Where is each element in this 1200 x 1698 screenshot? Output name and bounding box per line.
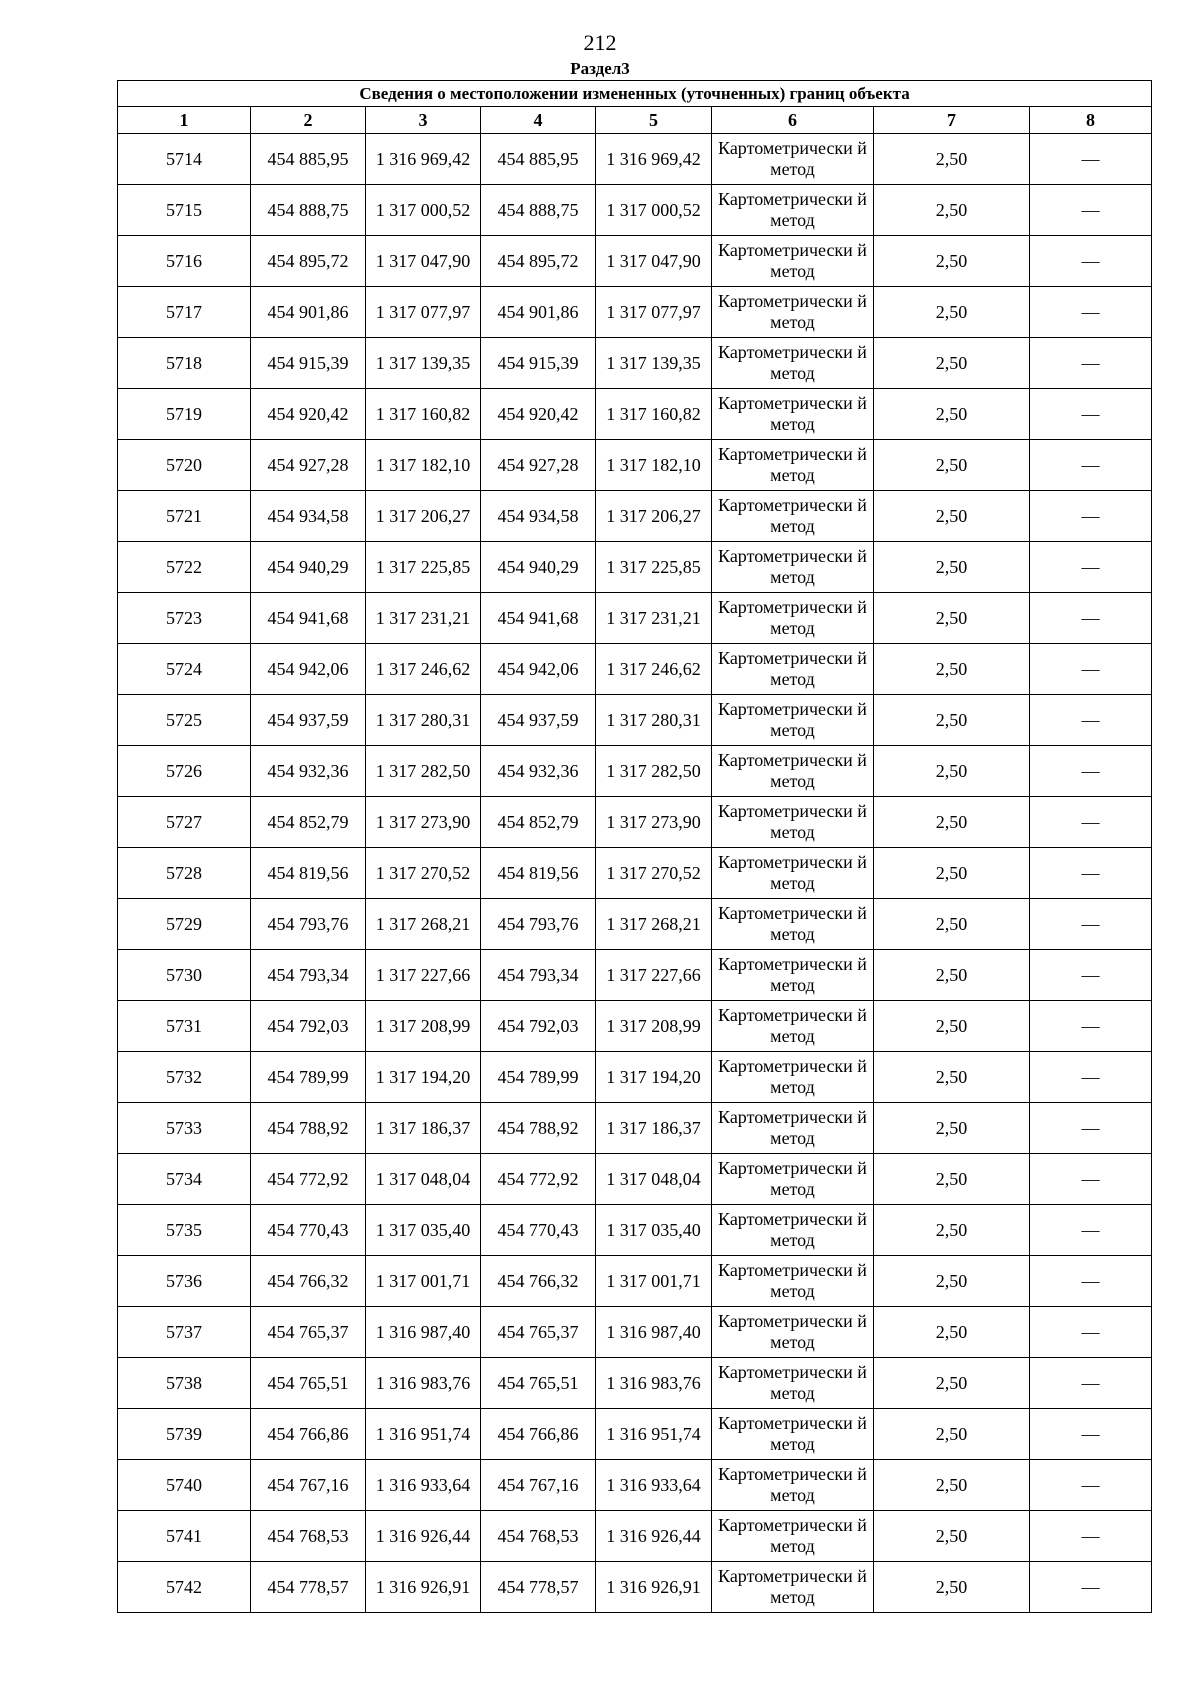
- table-cell: 454 819,56: [251, 848, 366, 899]
- table-cell: 454 852,79: [481, 797, 596, 848]
- table-cell: 454 901,86: [251, 287, 366, 338]
- table-cell: 1 317 231,21: [596, 593, 712, 644]
- table-cell: 2,50: [874, 1562, 1030, 1613]
- table-cell: 1 317 182,10: [596, 440, 712, 491]
- table-row: [118, 1562, 1152, 1613]
- table-cell: 1 316 926,91: [366, 1562, 481, 1613]
- table-cell: Картометрически й метод: [712, 1103, 874, 1154]
- table-cell: 5728: [118, 848, 251, 899]
- table-cell: 454 915,39: [481, 338, 596, 389]
- table-cell: 1 317 182,10: [366, 440, 481, 491]
- table-cell: 1 317 270,52: [596, 848, 712, 899]
- table-cell: 5737: [118, 1307, 251, 1358]
- table-cell: 5738: [118, 1358, 251, 1409]
- table-row: [118, 1358, 1152, 1409]
- column-number-3: 3: [366, 107, 481, 134]
- table-cell: 2,50: [874, 440, 1030, 491]
- table-cell: —: [1030, 1460, 1152, 1511]
- table-cell: 2,50: [874, 593, 1030, 644]
- table-cell: 454 793,34: [251, 950, 366, 1001]
- table-cell: Картометрически й метод: [712, 1052, 874, 1103]
- table-cell: 5727: [118, 797, 251, 848]
- table-cell: 1 317 194,20: [596, 1052, 712, 1103]
- table-cell: 454 765,51: [251, 1358, 366, 1409]
- table-row: [118, 1307, 1152, 1358]
- table-cell: —: [1030, 1052, 1152, 1103]
- table-cell: 1 317 282,50: [596, 746, 712, 797]
- table-cell: 5734: [118, 1154, 251, 1205]
- table-cell: 454 937,59: [481, 695, 596, 746]
- table-row: [118, 899, 1152, 950]
- table-cell: 1 317 048,04: [366, 1154, 481, 1205]
- table-cell: 2,50: [874, 899, 1030, 950]
- table-cell: 454 937,59: [251, 695, 366, 746]
- table-cell: 1 317 280,31: [596, 695, 712, 746]
- table-cell: —: [1030, 1205, 1152, 1256]
- table-cell: 1 317 227,66: [366, 950, 481, 1001]
- table-cell: 1 317 035,40: [366, 1205, 481, 1256]
- table-cell: —: [1030, 1511, 1152, 1562]
- table-cell: 1 316 933,64: [596, 1460, 712, 1511]
- table-cell: —: [1030, 848, 1152, 899]
- table-row: [118, 1256, 1152, 1307]
- table-cell: 1 317 208,99: [366, 1001, 481, 1052]
- table-row: [118, 491, 1152, 542]
- table-cell: 1 317 246,62: [366, 644, 481, 695]
- table-cell: 5714: [118, 134, 251, 185]
- table-cell: 454 895,72: [251, 236, 366, 287]
- table-cell: 454 772,92: [251, 1154, 366, 1205]
- table-cell: 5719: [118, 389, 251, 440]
- column-number-7: 7: [874, 107, 1030, 134]
- table-cell: 454 941,68: [251, 593, 366, 644]
- table-cell: 454 941,68: [481, 593, 596, 644]
- table-cell: 454 766,32: [251, 1256, 366, 1307]
- table-cell: 2,50: [874, 1103, 1030, 1154]
- table-body: [118, 134, 1152, 1613]
- table-cell: 454 772,92: [481, 1154, 596, 1205]
- table-cell: —: [1030, 899, 1152, 950]
- table-cell: 454 888,75: [251, 185, 366, 236]
- table-cell: 454 765,51: [481, 1358, 596, 1409]
- table-cell: Картометрически й метод: [712, 644, 874, 695]
- table-cell: 454 927,28: [481, 440, 596, 491]
- table-cell: 2,50: [874, 542, 1030, 593]
- column-number-2: 2: [251, 107, 366, 134]
- table-cell: 454 768,53: [251, 1511, 366, 1562]
- table-cell: 2,50: [874, 1205, 1030, 1256]
- table-cell: 5742: [118, 1562, 251, 1613]
- table-cell: 2,50: [874, 950, 1030, 1001]
- table-cell: 2,50: [874, 797, 1030, 848]
- table-cell: 1 317 225,85: [596, 542, 712, 593]
- table-cell: —: [1030, 1256, 1152, 1307]
- table-cell: —: [1030, 593, 1152, 644]
- table-cell: 1 317 000,52: [596, 185, 712, 236]
- table-cell: 1 316 926,44: [596, 1511, 712, 1562]
- table-cell: 454 920,42: [481, 389, 596, 440]
- table-cell: 1 316 987,40: [596, 1307, 712, 1358]
- table-cell: 5716: [118, 236, 251, 287]
- table-row: [118, 695, 1152, 746]
- table-cell: 1 317 035,40: [596, 1205, 712, 1256]
- column-number-4: 4: [481, 107, 596, 134]
- table-cell: 5732: [118, 1052, 251, 1103]
- table-cell: 454 940,29: [481, 542, 596, 593]
- table-cell: Картометрически й метод: [712, 848, 874, 899]
- table-cell: Картометрически й метод: [712, 1409, 874, 1460]
- table-cell: Картометрически й метод: [712, 1205, 874, 1256]
- table-cell: 2,50: [874, 1358, 1030, 1409]
- table-cell: 454 766,32: [481, 1256, 596, 1307]
- table-cell: Картометрически й метод: [712, 899, 874, 950]
- table-cell: 454 934,58: [481, 491, 596, 542]
- table-cell: 2,50: [874, 1307, 1030, 1358]
- table-cell: 5715: [118, 185, 251, 236]
- table-cell: 5717: [118, 287, 251, 338]
- table-row: [118, 1511, 1152, 1562]
- table-cell: 454 788,92: [251, 1103, 366, 1154]
- table-cell: 5726: [118, 746, 251, 797]
- table-cell: Картометрически й метод: [712, 542, 874, 593]
- table-cell: 454 920,42: [251, 389, 366, 440]
- table-cell: 454 768,53: [481, 1511, 596, 1562]
- table-cell: 1 317 001,71: [366, 1256, 481, 1307]
- table-cell: 2,50: [874, 695, 1030, 746]
- table-cell: 1 317 186,37: [596, 1103, 712, 1154]
- table-cell: 454 915,39: [251, 338, 366, 389]
- table-cell: 454 942,06: [251, 644, 366, 695]
- table-cell: 2,50: [874, 1154, 1030, 1205]
- table-cell: Картометрически й метод: [712, 1460, 874, 1511]
- table-cell: 5718: [118, 338, 251, 389]
- table-cell: 2,50: [874, 185, 1030, 236]
- table-cell: —: [1030, 797, 1152, 848]
- table-caption: Сведения о местоположении измененных (уточненных) границ объекта: [118, 81, 1152, 107]
- table-cell: 2,50: [874, 1001, 1030, 1052]
- table-cell: 1 317 246,62: [596, 644, 712, 695]
- table-cell: Картометрически й метод: [712, 695, 874, 746]
- table-row: [118, 1460, 1152, 1511]
- table-row: [118, 542, 1152, 593]
- table-row: [118, 440, 1152, 491]
- table-cell: —: [1030, 1001, 1152, 1052]
- table-row: [118, 797, 1152, 848]
- table-cell: —: [1030, 695, 1152, 746]
- table-cell: 2,50: [874, 236, 1030, 287]
- table-cell: 454 765,37: [481, 1307, 596, 1358]
- table-cell: 1 317 206,27: [596, 491, 712, 542]
- table-cell: 1 317 268,21: [366, 899, 481, 950]
- page-number: 212: [583, 30, 617, 55]
- table-cell: 5724: [118, 644, 251, 695]
- table-cell: Картометрически й метод: [712, 236, 874, 287]
- table-cell: 5720: [118, 440, 251, 491]
- table-cell: Картометрически й метод: [712, 593, 874, 644]
- table-cell: 2,50: [874, 1460, 1030, 1511]
- table-cell: —: [1030, 1358, 1152, 1409]
- column-number-6: 6: [712, 107, 874, 134]
- table-cell: 2,50: [874, 1256, 1030, 1307]
- table-cell: 1 316 951,74: [366, 1409, 481, 1460]
- table-cell: Картометрически й метод: [712, 1358, 874, 1409]
- table-cell: Картометрически й метод: [712, 1511, 874, 1562]
- table-cell: —: [1030, 338, 1152, 389]
- table-cell: —: [1030, 1103, 1152, 1154]
- table-cell: 1 317 000,52: [366, 185, 481, 236]
- table-row: [118, 593, 1152, 644]
- table-row: [118, 389, 1152, 440]
- table-cell: 1 316 983,76: [366, 1358, 481, 1409]
- table-cell: 454 932,36: [481, 746, 596, 797]
- table-row: [118, 185, 1152, 236]
- table-cell: Картометрически й метод: [712, 950, 874, 1001]
- table-cell: 1 317 270,52: [366, 848, 481, 899]
- table-cell: 454 885,95: [251, 134, 366, 185]
- table-cell: 454 895,72: [481, 236, 596, 287]
- table-cell: 2,50: [874, 1511, 1030, 1562]
- table-cell: 454 901,86: [481, 287, 596, 338]
- table-cell: 1 317 225,85: [366, 542, 481, 593]
- table-cell: 5739: [118, 1409, 251, 1460]
- table-cell: 1 317 194,20: [366, 1052, 481, 1103]
- table-cell: 1 317 160,82: [366, 389, 481, 440]
- column-number-row: [118, 107, 1152, 134]
- table-cell: 1 316 969,42: [366, 134, 481, 185]
- table-cell: 454 927,28: [251, 440, 366, 491]
- table-row: [118, 1103, 1152, 1154]
- table-cell: 1 317 077,97: [596, 287, 712, 338]
- table-cell: 1 317 047,90: [366, 236, 481, 287]
- table-cell: 454 789,99: [481, 1052, 596, 1103]
- table-cell: —: [1030, 1307, 1152, 1358]
- table-cell: 5740: [118, 1460, 251, 1511]
- table-cell: —: [1030, 185, 1152, 236]
- table-cell: —: [1030, 644, 1152, 695]
- table-cell: 1 317 273,90: [366, 797, 481, 848]
- table-cell: —: [1030, 134, 1152, 185]
- table-cell: 1 316 933,64: [366, 1460, 481, 1511]
- table-cell: 454 767,16: [251, 1460, 366, 1511]
- table-cell: —: [1030, 236, 1152, 287]
- table-cell: 1 317 139,35: [596, 338, 712, 389]
- table-cell: 1 317 227,66: [596, 950, 712, 1001]
- column-number-1: 1: [118, 107, 251, 134]
- table-cell: 454 885,95: [481, 134, 596, 185]
- table-cell: 2,50: [874, 1052, 1030, 1103]
- column-number-5: 5: [596, 107, 712, 134]
- table-cell: 1 317 001,71: [596, 1256, 712, 1307]
- table-row: [118, 1052, 1152, 1103]
- table-cell: 1 317 273,90: [596, 797, 712, 848]
- table-cell: 1 316 983,76: [596, 1358, 712, 1409]
- table-cell: —: [1030, 1562, 1152, 1613]
- table-cell: 454 942,06: [481, 644, 596, 695]
- table-cell: —: [1030, 950, 1152, 1001]
- table-cell: 454 940,29: [251, 542, 366, 593]
- table-row: [118, 1205, 1152, 1256]
- table-cell: Картометрически й метод: [712, 134, 874, 185]
- table-cell: Картометрически й метод: [712, 1154, 874, 1205]
- table-row: [118, 134, 1152, 185]
- table-cell: 1 317 231,21: [366, 593, 481, 644]
- table-cell: 1 317 077,97: [366, 287, 481, 338]
- table-cell: Картометрически й метод: [712, 440, 874, 491]
- table-cell: 5736: [118, 1256, 251, 1307]
- table-cell: Картометрически й метод: [712, 1307, 874, 1358]
- table-cell: 1 317 208,99: [596, 1001, 712, 1052]
- table-row: [118, 644, 1152, 695]
- table-row: [118, 1409, 1152, 1460]
- table-cell: 5741: [118, 1511, 251, 1562]
- table-cell: 454 819,56: [481, 848, 596, 899]
- table-cell: 1 317 268,21: [596, 899, 712, 950]
- table-cell: 1 316 969,42: [596, 134, 712, 185]
- table-cell: —: [1030, 1409, 1152, 1460]
- column-number-8: 8: [1030, 107, 1152, 134]
- table-cell: 2,50: [874, 134, 1030, 185]
- table-cell: 454 770,43: [481, 1205, 596, 1256]
- table-cell: Картометрически й метод: [712, 1256, 874, 1307]
- table-cell: —: [1030, 287, 1152, 338]
- table-cell: 1 317 282,50: [366, 746, 481, 797]
- table-cell: 454 788,92: [481, 1103, 596, 1154]
- coordinates-table: [117, 80, 1152, 1613]
- table-cell: —: [1030, 1154, 1152, 1205]
- table-cell: 1 317 186,37: [366, 1103, 481, 1154]
- table-cell: 1 317 206,27: [366, 491, 481, 542]
- table-cell: 2,50: [874, 644, 1030, 695]
- table-cell: 454 765,37: [251, 1307, 366, 1358]
- table-cell: Картометрически й метод: [712, 287, 874, 338]
- table-cell: —: [1030, 491, 1152, 542]
- table-cell: 5729: [118, 899, 251, 950]
- table-cell: 2,50: [874, 746, 1030, 797]
- table-cell: 2,50: [874, 848, 1030, 899]
- table-cell: 454 888,75: [481, 185, 596, 236]
- table-cell: —: [1030, 746, 1152, 797]
- table-cell: 454 789,99: [251, 1052, 366, 1103]
- table-cell: 454 793,34: [481, 950, 596, 1001]
- table-cell: 1 317 280,31: [366, 695, 481, 746]
- table-cell: 1 317 160,82: [596, 389, 712, 440]
- table-cell: 1 316 987,40: [366, 1307, 481, 1358]
- table-cell: 5725: [118, 695, 251, 746]
- table-row: [118, 746, 1152, 797]
- table-cell: 454 792,03: [481, 1001, 596, 1052]
- table-cell: 5723: [118, 593, 251, 644]
- table-cell: 2,50: [874, 287, 1030, 338]
- table-cell: 5735: [118, 1205, 251, 1256]
- table-cell: —: [1030, 440, 1152, 491]
- table-cell: 454 932,36: [251, 746, 366, 797]
- table-cell: 454 793,76: [481, 899, 596, 950]
- table-cell: Картометрически й метод: [712, 491, 874, 542]
- table-cell: 454 852,79: [251, 797, 366, 848]
- table-row: [118, 338, 1152, 389]
- table-cell: 454 778,57: [481, 1562, 596, 1613]
- table-cell: 5731: [118, 1001, 251, 1052]
- table-cell: 1 316 951,74: [596, 1409, 712, 1460]
- table-cell: —: [1030, 542, 1152, 593]
- table-cell: Картометрически й метод: [712, 185, 874, 236]
- table-cell: Картометрически й метод: [712, 1562, 874, 1613]
- table-row: [118, 236, 1152, 287]
- table-row: [118, 950, 1152, 1001]
- table-cell: 1 316 926,91: [596, 1562, 712, 1613]
- table-row: [118, 1001, 1152, 1052]
- table-cell: 454 792,03: [251, 1001, 366, 1052]
- table-cell: Картометрически й метод: [712, 746, 874, 797]
- table-cell: 2,50: [874, 1409, 1030, 1460]
- table-cell: 2,50: [874, 491, 1030, 542]
- table-row: [118, 1154, 1152, 1205]
- table-cell: 2,50: [874, 338, 1030, 389]
- table-cell: Картометрически й метод: [712, 797, 874, 848]
- table-cell: 1 317 048,04: [596, 1154, 712, 1205]
- table-cell: Картометрически й метод: [712, 389, 874, 440]
- table-row: [118, 287, 1152, 338]
- table-cell: 454 778,57: [251, 1562, 366, 1613]
- table-cell: 454 770,43: [251, 1205, 366, 1256]
- table-cell: 2,50: [874, 389, 1030, 440]
- table-cell: 1 317 047,90: [596, 236, 712, 287]
- table-cell: 454 793,76: [251, 899, 366, 950]
- section-title: Раздел3: [570, 59, 630, 78]
- table-cell: Картометрически й метод: [712, 338, 874, 389]
- table-cell: 454 767,16: [481, 1460, 596, 1511]
- table-cell: Картометрически й метод: [712, 1001, 874, 1052]
- table-cell: 454 934,58: [251, 491, 366, 542]
- table-cell: 1 317 139,35: [366, 338, 481, 389]
- table-cell: 1 316 926,44: [366, 1511, 481, 1562]
- table-cell: 5722: [118, 542, 251, 593]
- table-cell: 5730: [118, 950, 251, 1001]
- table-cell: 5721: [118, 491, 251, 542]
- table-row: [118, 848, 1152, 899]
- table-cell: 454 766,86: [251, 1409, 366, 1460]
- table-cell: 454 766,86: [481, 1409, 596, 1460]
- table-cell: 5733: [118, 1103, 251, 1154]
- table-cell: —: [1030, 389, 1152, 440]
